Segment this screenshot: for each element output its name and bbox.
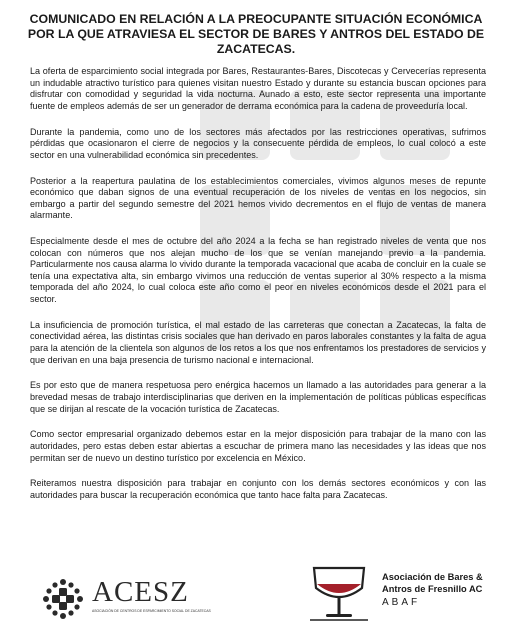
- wine-glass-icon: [306, 562, 372, 624]
- document-title: COMUNICADO EN RELACIÓN A LA PREOCUPANTE SITUACIÓN ECONÓMICA POR LA QUE ATRAVIESA EL SECTOR DE BARES Y ANTROS DEL ESTADO DE ZACATECAS.: [27, 12, 485, 56]
- abaf-name-line2: Antros de Fresnillo AC: [382, 584, 483, 594]
- paragraph: La oferta de esparcimiento social integrada por Bares, Restaurantes-Bares, Discotecas y Cervecerías representa un indudable atractivo turístico para quienes visitan nuestro Estado y durante su estancia buscan opciones para disfrutar con comodidad y seguridad la vida nocturna. Aunado a esto, este sector representa una importante fuente de empleos además de ser un generador de derrama económica para la cadena de proveeduría local.: [30, 66, 486, 111]
- paragraph: Como sector empresarial organizado debemos estar en la mejor disposición para trabajar de la mano con las autoridades, pero estas deben estar abiertas a escuchar de primera mano las necesidades y las ideas que nos permitan ser de nuevo un destino turístico por excelencia en México.: [30, 429, 486, 463]
- paragraph: Durante la pandemia, como uno de los sectores más afectados por las restricciones operativas, sufrimos pérdidas que ocasionaron el cierre de negocios y la consecuente pérdida de empleos, lo cual colocó a este sector en una vulnerabilidad económica sin precedentes.: [30, 126, 486, 160]
- document-body: [30, 66, 486, 516]
- abaf-logo: [306, 562, 486, 624]
- paragraph: Posterior a la reapertura paulatina de los establecimientos comerciales, vivimos algunos meses de repunte económico que daban signos de una eventual recuperación de los niveles de ventas en los negocios, sin embargo a partir del segundo semestre del 2021 hemos vivido decrementos en el flujo de ventas de manera alarmante.: [30, 175, 486, 221]
- paragraph: Reiteramos nuestra disposición para trabajar en conjunto con los demás sectores económicos y con las autoridades para buscar la recuperación económica que tanto hace falta para Zacatecas.: [30, 478, 486, 500]
- acesz-name: ACESZ: [92, 576, 189, 608]
- acesz-logo: [40, 576, 210, 622]
- paragraph: Especialmente desde el mes de octubre del año 2024 a la fecha se han registrado niveles de venta que nos colocan con números que nos alejan mucho de los que se venían manejando previo a la pandemia. Particularmente nos causa alarma lo vivido durante la temporada vacacional que acaba de concluir en la cuale se tenía una expectativa alta, sin embargo vivimos una reducción de ventas superior al 30% respecto a la misma temporada del año 2024, lo cual coloca este año como el peor en niveles económicos desde el 2021 para el sector.: [30, 236, 486, 305]
- acesz-emblem-icon: [40, 576, 86, 622]
- acesz-subtitle: ASOCIACIÓN DE CENTROS DE ESPARCIMIENTO SOCIAL DE ZACATECAS: [92, 609, 211, 613]
- abaf-name-line1: Asociación de Bares &: [382, 572, 483, 582]
- abaf-acronym: ABAF: [382, 597, 421, 608]
- paragraph: Es por esto que de manera respetuosa pero enérgica hacemos un llamado a las autoridades para generar a la brevedad mesas de trabajo interdisciplinarias que deriven en la implementación de políticas públicas específicas que se dirijan al rescate de la vocación turística de Zacatecas.: [30, 380, 486, 414]
- paragraph: La insuficiencia de promoción turística, el mal estado de las carreteras que conectan a Zacatecas, la falta de conectividad aérea, las distintas crisis sociales que han derivado en paros laborales constantes y la falta de agua para la atención de la clientela son algunos de los retos a los que nos enfrentamos los prestadores de servicios y que derivan en una baja presencia de turismo nacional e internacional.: [30, 319, 486, 365]
